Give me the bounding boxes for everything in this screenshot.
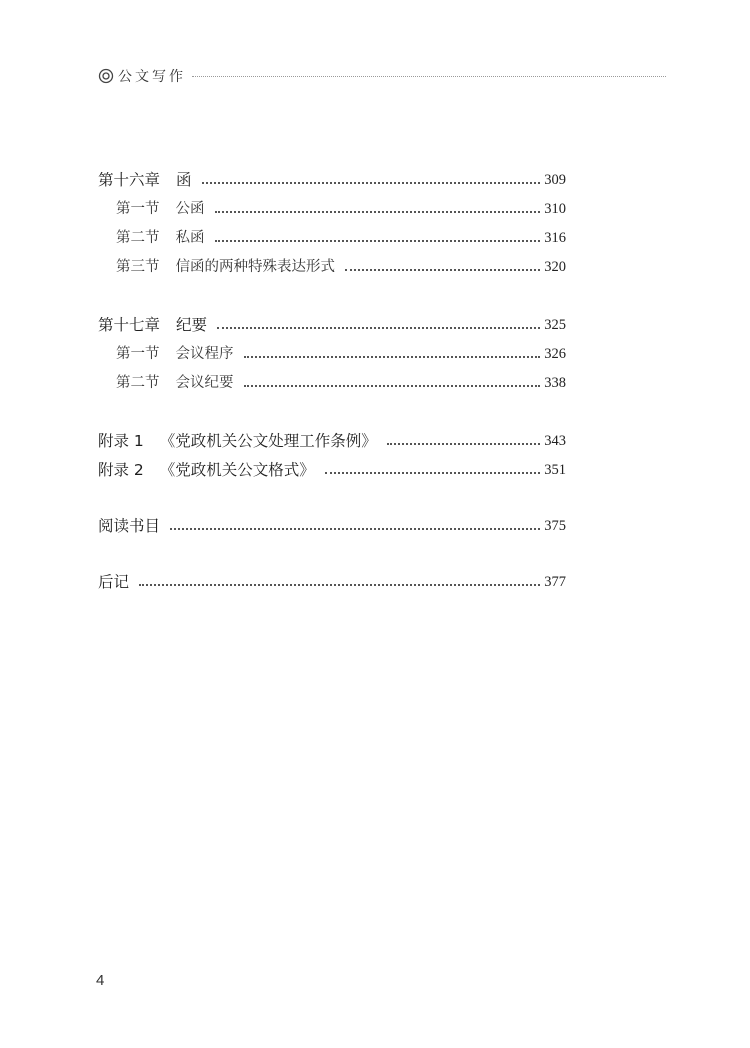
- toc-entry-label: 阅读书目: [98, 517, 161, 535]
- toc-entry-page: 309: [544, 172, 566, 188]
- dot-leader: [215, 211, 541, 213]
- toc-entry-section-16-1[interactable]: [98, 195, 566, 224]
- toc-entry-page: 351: [544, 462, 566, 478]
- toc-entry-page: 320: [544, 259, 566, 275]
- toc-entry-reading-list[interactable]: [98, 512, 566, 541]
- toc-entry-page: 343: [544, 433, 566, 449]
- dot-leader: [345, 269, 540, 271]
- dot-leader: [170, 528, 540, 530]
- toc-entry-label: 第一节: [116, 201, 160, 217]
- toc-entry-appendix-1[interactable]: [98, 427, 566, 456]
- toc-entry-title: 会议纪要: [175, 375, 234, 391]
- toc-entry-title: 《党政机关公文处理工作条例》: [159, 432, 377, 450]
- dot-leader: [139, 584, 540, 586]
- table-of-contents: [98, 166, 566, 597]
- toc-entry-page: 338: [544, 375, 566, 391]
- toc-entry-title: 纪要: [176, 316, 208, 334]
- dot-leader: [215, 240, 541, 242]
- toc-entry-appendix-2[interactable]: [98, 456, 566, 485]
- toc-entry-page: 325: [544, 317, 566, 333]
- toc-entry-section-17-1[interactable]: [98, 340, 566, 369]
- toc-entry-label: 附录 2: [98, 461, 144, 479]
- double-circle-icon: [98, 68, 114, 84]
- dot-leader: [202, 182, 541, 184]
- dot-leader: [244, 385, 541, 387]
- toc-entry-label: 第三节: [116, 259, 160, 275]
- page-number: 4: [96, 972, 105, 989]
- toc-entry-page: 326: [544, 346, 566, 362]
- toc-entry-title: 《党政机关公文格式》: [159, 461, 315, 479]
- toc-entry-title: 信函的两种特殊表达形式: [175, 259, 335, 275]
- running-header-title: 公文写作: [118, 69, 186, 85]
- toc-entry-section-16-3[interactable]: [98, 253, 566, 282]
- toc-entry-label: 后记: [98, 573, 130, 591]
- toc-entry-afterword[interactable]: [98, 568, 566, 597]
- toc-entry-section-16-2[interactable]: [98, 224, 566, 253]
- running-header: [98, 66, 666, 86]
- toc-entry-chapter-16[interactable]: [98, 166, 566, 195]
- toc-entry-title: 私函: [175, 230, 205, 246]
- toc-entry-title: 公函: [175, 201, 205, 217]
- toc-entry-label: 第十六章: [98, 171, 161, 189]
- toc-entry-title: 会议程序: [175, 346, 234, 362]
- toc-entry-label: 第二节: [116, 230, 160, 246]
- dot-leader: [387, 443, 540, 445]
- toc-entry-page: 375: [544, 518, 566, 534]
- dot-leader: [217, 327, 540, 329]
- toc-entry-label: 第二节: [116, 375, 160, 391]
- toc-entry-title: 函: [176, 171, 192, 189]
- header-dotted-rule: [192, 76, 666, 77]
- toc-entry-page: 310: [544, 201, 566, 217]
- toc-entry-page: 316: [544, 230, 566, 246]
- toc-entry-label: 附录 1: [98, 432, 144, 450]
- toc-entry-page: 377: [544, 574, 566, 590]
- toc-entry-section-17-2[interactable]: [98, 369, 566, 398]
- dot-leader: [244, 356, 541, 358]
- toc-entry-label: 第一节: [116, 346, 160, 362]
- dot-leader: [325, 472, 540, 474]
- toc-entry-chapter-17[interactable]: [98, 311, 566, 340]
- toc-entry-label: 第十七章: [98, 316, 161, 334]
